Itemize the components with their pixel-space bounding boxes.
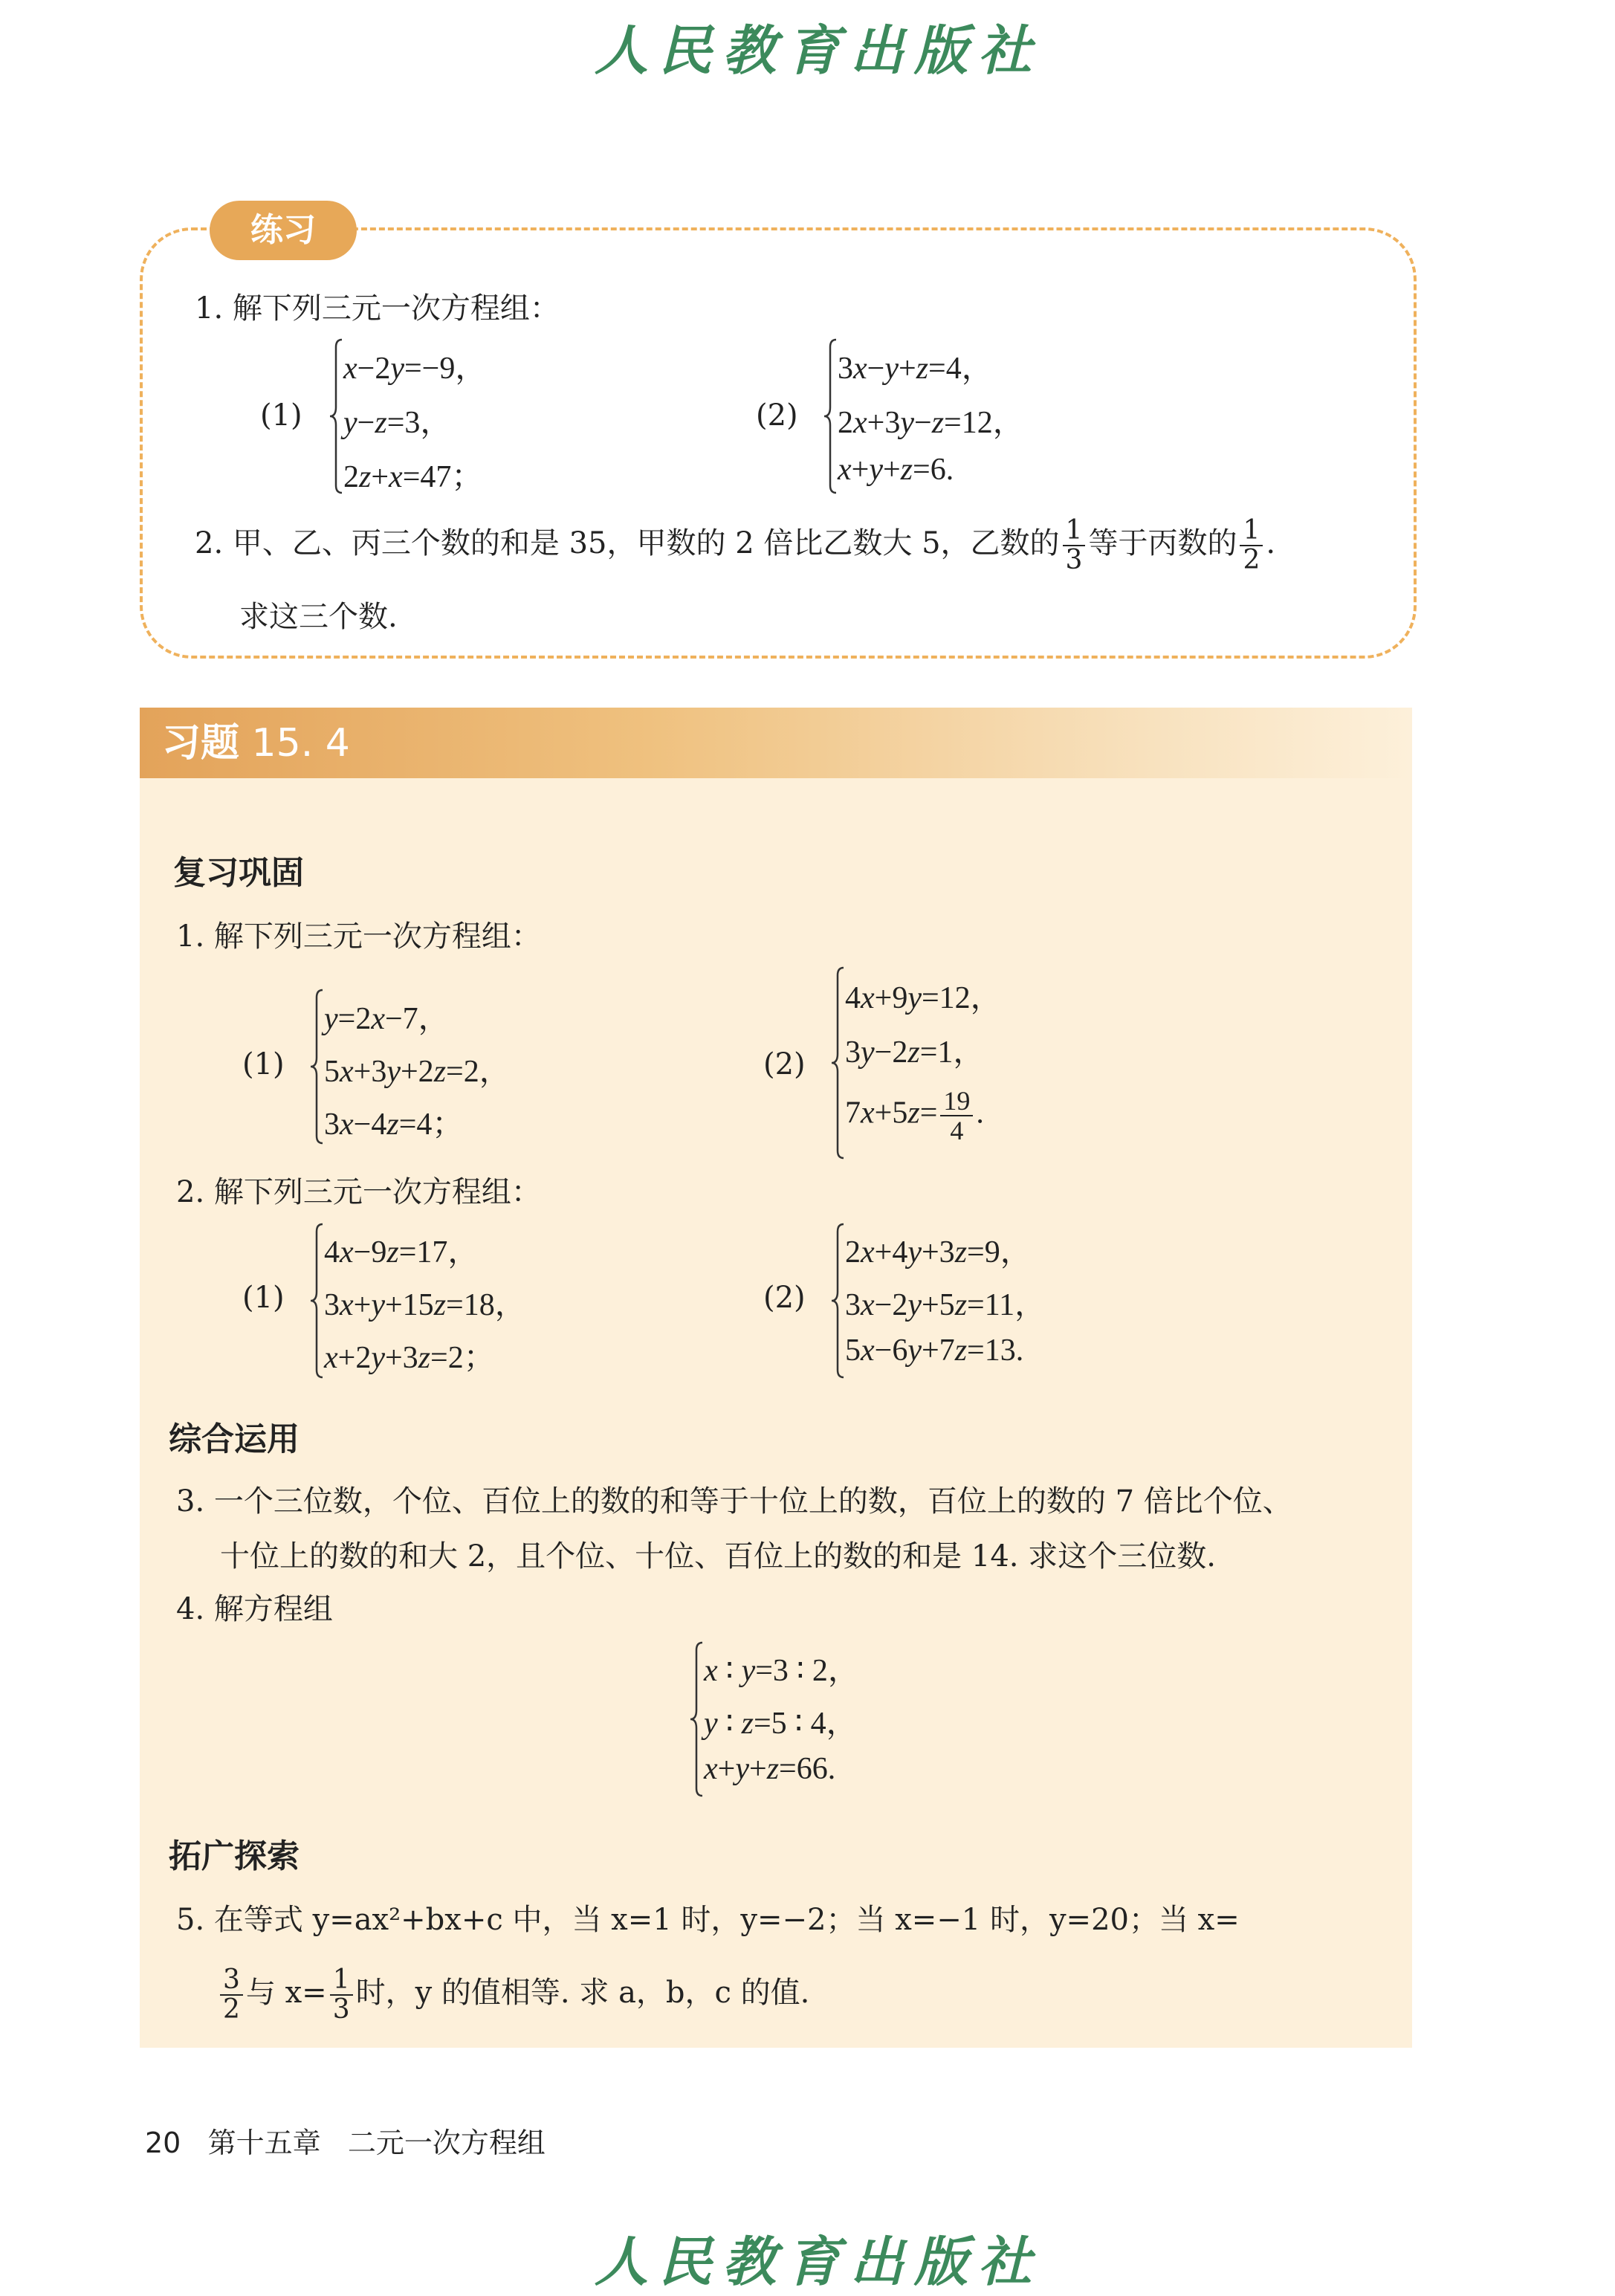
fraction-numerator: 1 — [1240, 517, 1263, 546]
equation — [845, 1087, 984, 1145]
equation: 4x+9y=12， — [845, 981, 1002, 1015]
chapter-label: 第十五章 — [207, 2127, 321, 2159]
fraction-numerator: 3 — [220, 1966, 243, 1996]
equation: x+y+z=6. — [838, 453, 954, 487]
exercise-title-label: 习题 — [162, 721, 240, 766]
fraction-denominator: 2 — [223, 1994, 240, 2025]
equation: x−2y=−9， — [343, 352, 487, 386]
practice-q1-sub1-num: (1) — [260, 398, 302, 433]
practice-q1-label: 1. 解下列三元一次方程组： — [195, 291, 560, 326]
exercise-q2-sub2-num: (2) — [763, 1281, 806, 1315]
section-heading-extension: 拓广探索 — [169, 1837, 300, 1875]
exercise-panel — [140, 708, 1412, 2048]
curly-brace-icon — [327, 338, 345, 494]
fraction — [1240, 517, 1263, 575]
fraction-denominator: 2 — [1243, 545, 1260, 575]
practice-q2-text: 2. 甲、乙、丙三个数的和是 35，甲数的 2 倍比乙数大 5，乙数的 — [195, 526, 1060, 560]
curly-brace-icon — [308, 1223, 326, 1379]
fraction-numerator: 1 — [1063, 517, 1086, 546]
publisher-logo-top: 人民教育出版社 — [595, 19, 1043, 82]
curly-brace-icon — [821, 338, 839, 494]
practice-q2 — [195, 517, 1275, 575]
exercise-q5-text: 与 x= — [245, 1976, 327, 2010]
publisher-logo-bottom: 人民教育出版社 — [595, 2230, 1043, 2293]
curly-brace-icon — [829, 1223, 847, 1379]
practice-q1-sub2-num: (2) — [756, 398, 798, 433]
practice-tag: 练习 — [210, 201, 357, 260]
fraction-denominator: 3 — [1065, 545, 1083, 575]
exercise-q1-sub2-num: (2) — [763, 1047, 806, 1081]
fraction-denominator: 4 — [950, 1116, 964, 1145]
equation: x+2y+3z=2； — [324, 1341, 495, 1375]
chapter-title: 二元一次方程组 — [347, 2127, 546, 2159]
page-footer — [145, 2120, 546, 2161]
exercise-q5-text: 时，y 的值相等. 求 a，b，c 的值. — [355, 1976, 810, 2010]
equation: 3x−4z=4； — [324, 1107, 464, 1142]
practice-q2-text: . — [1266, 526, 1276, 560]
curly-brace-icon — [687, 1641, 705, 1797]
equation: 4x−9z=17， — [324, 1235, 479, 1270]
equation: 2z+x=47； — [343, 460, 483, 494]
equation: 5x+3y+2z=2， — [324, 1055, 511, 1089]
exercise-q1-label: 1. 解下列三元一次方程组： — [176, 919, 541, 954]
fraction — [330, 1966, 353, 2024]
equation-end: . — [976, 1096, 984, 1131]
exercise-q3-line1: 3. 一个三位数，个位、百位上的数的和等于十位上的数，百位上的数的 7 倍比个位、 — [176, 1484, 1292, 1519]
equation: 3x−y+z=4， — [838, 352, 993, 386]
equation: 2x+3y−z=12， — [838, 406, 1024, 440]
exercise-title — [162, 712, 350, 775]
practice-q2-text: 等于丙数的 — [1088, 526, 1237, 560]
fraction — [1063, 517, 1086, 575]
exercise-q2-label: 2. 解下列三元一次方程组： — [176, 1175, 541, 1209]
practice-q2-line2: 求这三个数. — [239, 600, 398, 634]
fraction-numerator: 19 — [940, 1087, 973, 1116]
equation-left: 7x+5z= — [845, 1096, 938, 1131]
fraction-numerator: 1 — [330, 1966, 353, 1996]
exercise-q2-sub1-num: (1) — [242, 1281, 285, 1315]
equation: y ∶ z=5 ∶ 4， — [704, 1707, 858, 1741]
equation: y−z=3， — [343, 406, 452, 440]
equation: x+y+z=66. — [704, 1752, 836, 1786]
exercise-q1-sub1-num: (1) — [242, 1047, 285, 1081]
equation: 3x+y+15z=18， — [324, 1288, 526, 1322]
exercise-q4-label: 4. 解方程组 — [176, 1592, 333, 1626]
exercise-q3-line2: 十位上的数的和大 2，且个位、十位、百位上的数的和是 14. 求这个三位数. — [220, 1539, 1216, 1574]
section-heading-application: 综合运用 — [169, 1420, 300, 1458]
fraction — [220, 1966, 243, 2024]
curly-brace-icon — [829, 966, 847, 1160]
fraction — [940, 1087, 973, 1145]
curly-brace-icon — [308, 989, 326, 1145]
equation: 3x−2y+5z=11， — [845, 1288, 1046, 1322]
equation: 3y−2z=1， — [845, 1035, 985, 1070]
section-heading-review: 复习巩固 — [173, 854, 304, 892]
equation: x ∶ y=3 ∶ 2， — [704, 1654, 859, 1688]
fraction-denominator: 3 — [332, 1994, 350, 2025]
exercise-number: 15. 4 — [251, 721, 350, 766]
equation: 5x−6y+7z=13. — [845, 1333, 1024, 1368]
equation: y=2x−7， — [324, 1002, 450, 1036]
exercise-q5-line2 — [217, 1966, 809, 2024]
equation: 2x+4y+3z=9， — [845, 1235, 1032, 1270]
exercise-q5-line1: 5. 在等式 y=ax²+bx+c 中，当 x=1 时，y=−2；当 x=−1 时，y=20；当 x= — [176, 1903, 1240, 1937]
page-number: 20 — [145, 2127, 181, 2159]
